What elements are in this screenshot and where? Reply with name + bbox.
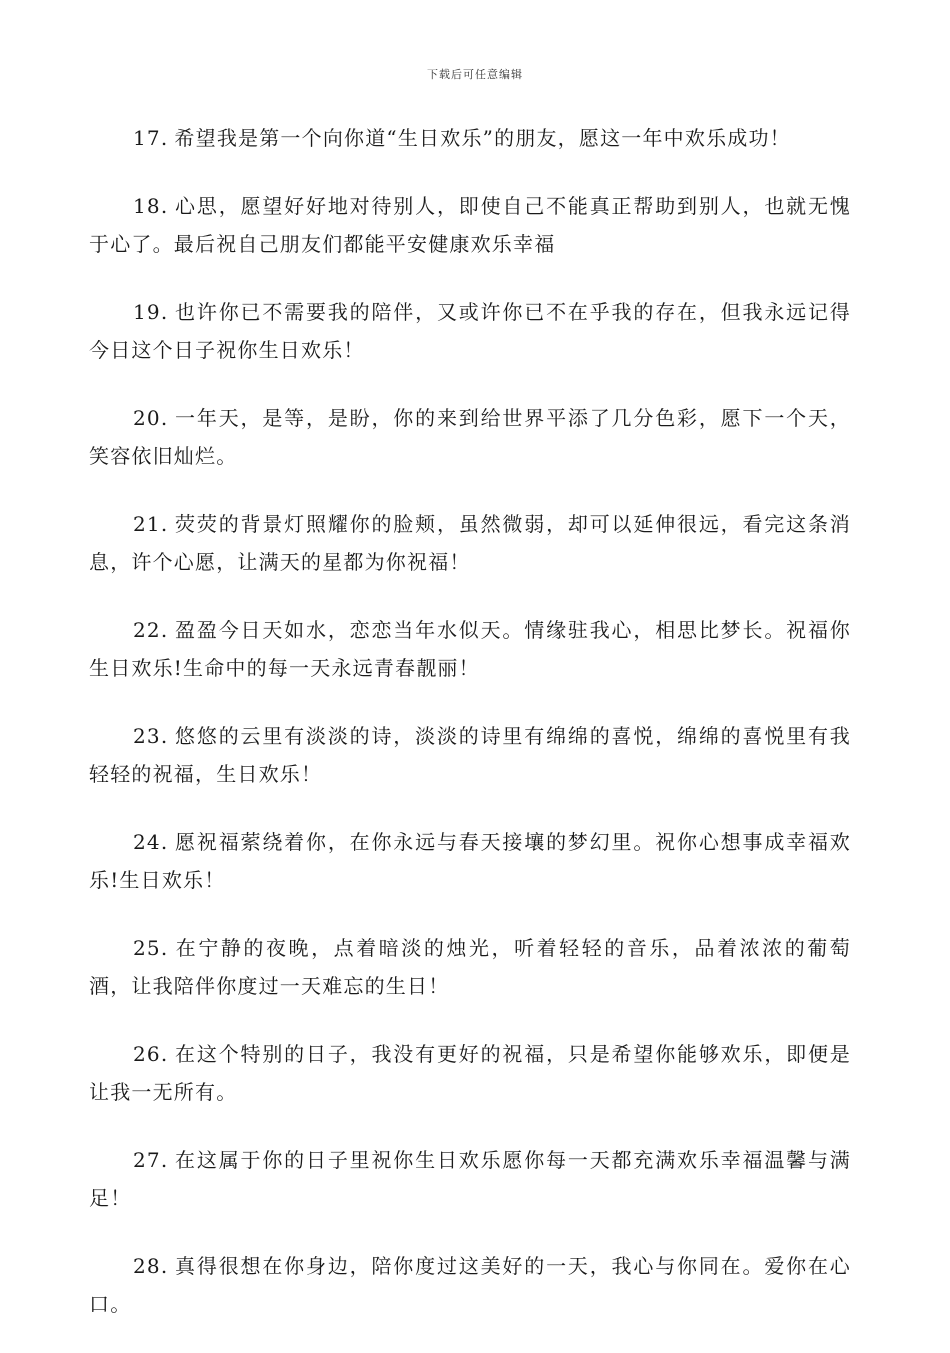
paragraph-number: 24. xyxy=(133,830,169,854)
paragraph-17 xyxy=(89,119,851,157)
paragraph-text: 在这属于你的日子里祝你生日欢乐愿你每一天都充满欢乐幸福温馨与满足！ xyxy=(89,1148,851,1210)
paragraph-number: 21. xyxy=(133,512,169,536)
paragraph-text: 也许你已不需要我的陪伴，又或许你已不在乎我的存在，但我永远记得今日这个日子祝你生日欢乐！ xyxy=(89,300,851,362)
paragraph-22 xyxy=(89,611,851,687)
paragraph-number: 22. xyxy=(133,618,169,642)
paragraph-text: 荧荧的背景灯照耀你的脸颊，虽然微弱，却可以延伸很远，看完这条消息，许个心愿，让满天的星都为你祝福！ xyxy=(89,512,851,574)
paragraph-text: 希望我是第一个向你道“生日欢乐”的朋友，愿这一年中欢乐成功！ xyxy=(174,126,791,150)
paragraph-24 xyxy=(89,823,851,899)
paragraph-27 xyxy=(89,1141,851,1217)
paragraph-text: 在这个特别的日子，我没有更好的祝福，只是希望你能够欢乐，即便是让我一无所有。 xyxy=(89,1042,851,1104)
paragraph-text: 真得很想在你身边，陪你度过这美好的一天，我心与你同在。爱你在心口。 xyxy=(89,1254,851,1316)
document-body xyxy=(89,119,851,1353)
paragraph-text: 一年天，是等，是盼，你的来到给世界平添了几分色彩，愿下一个天，笑容依旧灿烂。 xyxy=(89,406,851,468)
paragraph-number: 25. xyxy=(133,936,169,960)
paragraph-number: 26. xyxy=(133,1042,169,1066)
paragraph-25 xyxy=(89,929,851,1005)
paragraph-number: 28. xyxy=(133,1254,169,1278)
paragraph-number: 18. xyxy=(133,194,169,218)
paragraph-number: 19. xyxy=(133,300,169,324)
paragraph-number: 23. xyxy=(133,724,169,748)
paragraph-text: 在宁静的夜晚，点着暗淡的烛光，听着轻轻的音乐，品着浓浓的葡萄酒，让我陪伴你度过一天难忘的生日！ xyxy=(89,936,851,998)
page-header: 下载后可任意编辑 xyxy=(427,68,523,81)
paragraph-20 xyxy=(89,399,851,475)
paragraph-number: 27. xyxy=(133,1148,169,1172)
paragraph-number: 17. xyxy=(133,126,169,150)
paragraph-text: 盈盈今日天如水，恋恋当年水似天。情缘驻我心，相思比梦长。祝福你生日欢乐!生命中的每一天永远青春靓丽！ xyxy=(89,618,851,680)
paragraph-text: 心思，愿望好好地对待别人，即使自己不能真正帮助到别人，也就无愧于心了。最后祝自己朋友们都能平安健康欢乐幸福 xyxy=(89,194,851,256)
paragraph-23 xyxy=(89,717,851,793)
paragraph-19 xyxy=(89,293,851,369)
paragraph-26 xyxy=(89,1035,851,1111)
paragraph-number: 20. xyxy=(133,406,169,430)
paragraph-18 xyxy=(89,187,851,263)
paragraph-text: 愿祝福萦绕着你，在你永远与春天接壤的梦幻里。祝你心想事成幸福欢乐!生日欢乐！ xyxy=(89,830,851,892)
paragraph-28 xyxy=(89,1247,851,1323)
paragraph-text: 悠悠的云里有淡淡的诗，淡淡的诗里有绵绵的喜悦，绵绵的喜悦里有我轻轻的祝福，生日欢乐！ xyxy=(89,724,851,786)
paragraph-21 xyxy=(89,505,851,581)
